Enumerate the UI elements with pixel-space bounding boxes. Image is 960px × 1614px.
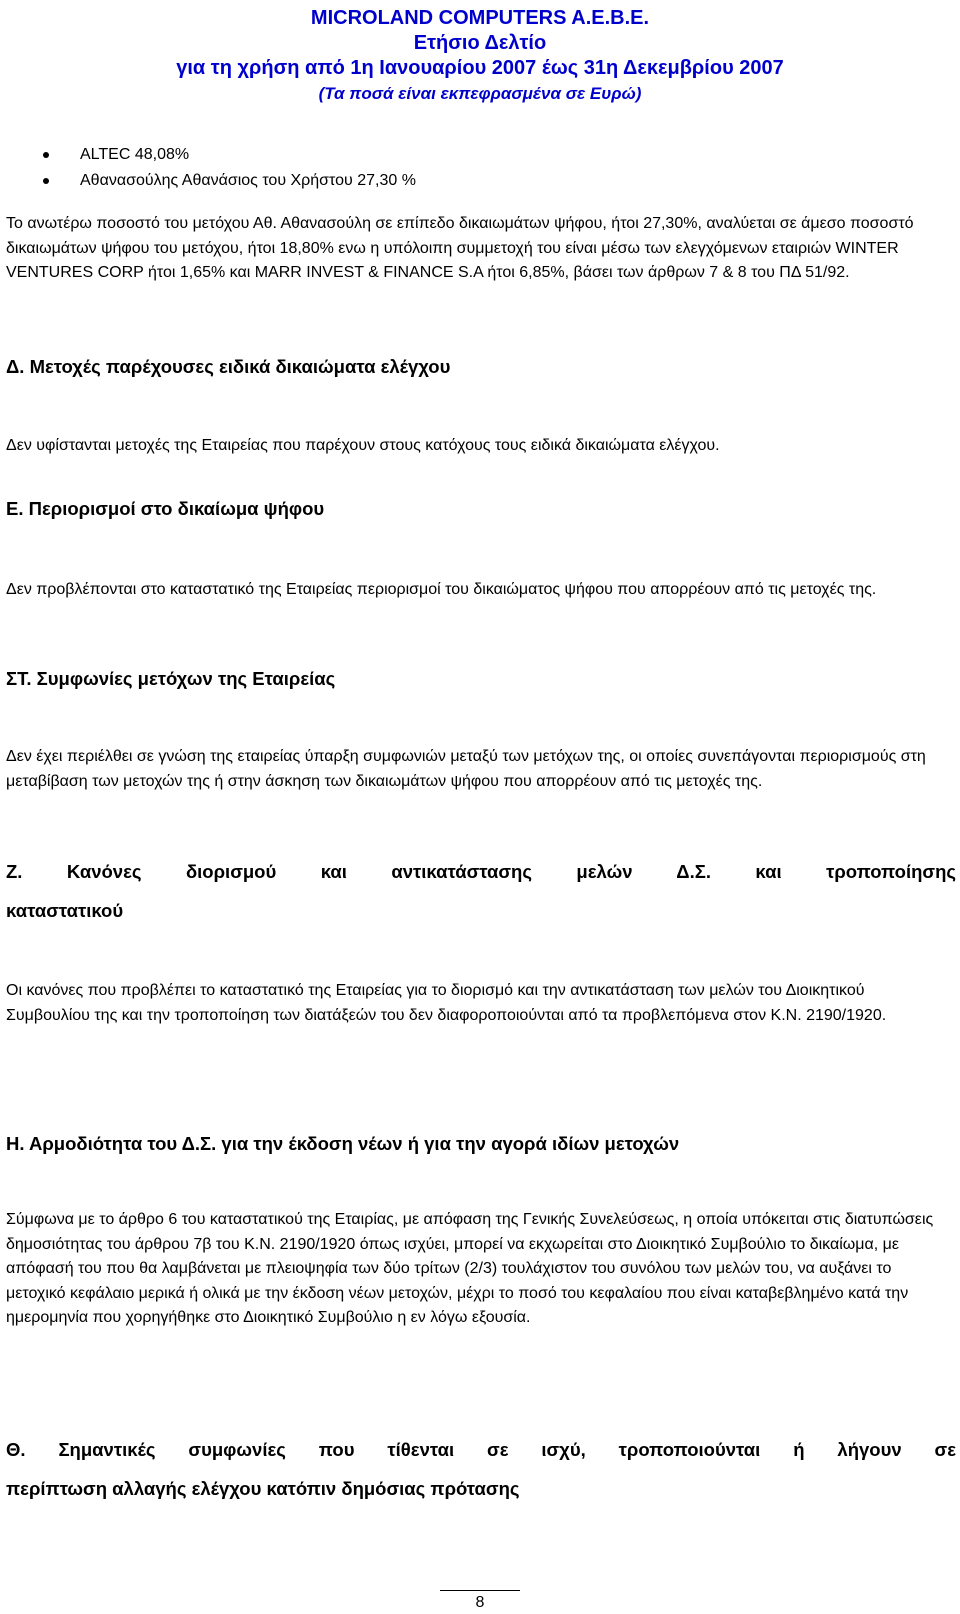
section-h-title: Η. Αρμοδιότητα του Δ.Σ. για την έκδοση νέων ή για την αγορά ιδίων μετοχών xyxy=(6,1133,680,1154)
intro-paragraph: Το ανωτέρω ποσοστό του μετόχου Αθ. Αθανασούλη σε επίπεδο δικαιωμάτων ψήφου, ήτοι 27,30%, αναλύεται σε άμεσο ποσοστό δικαιωμάτων ψήφου του μετόχου, ήτοι 18,80% ενω η υπόλοιπη συμμετοχή του είναι μέσω των ελεγχόμενων εταιριών WINTER VENTURES CORP ήτοι 1,65% και MARR INVEST & FINANCE S.A ήτοι 6,85%, βάσει των άρθρων 7 & 8 του ΠΔ 51/92. xyxy=(6,215,914,281)
section-d-title: Δ. Μετοχές παρέχουσες ειδικά δικαιώματα ελέγχου xyxy=(6,356,451,377)
section-st-title: ΣΤ. Συμφωνίες μετόχων της Εταιρείας xyxy=(6,668,336,689)
document-header xyxy=(0,6,960,106)
section-th-title xyxy=(6,1430,956,1508)
shareholder-entry: ALTEC 48,08% xyxy=(80,146,190,163)
shareholder-entry: Αθανασούλης Αθανάσιος του Χρήστου 27,30 % xyxy=(80,172,416,189)
bullet-icon xyxy=(43,178,49,184)
bullet-icon xyxy=(43,152,49,158)
section-e-body: Δεν προβλέπονται στο καταστατικό της Εταιρείας περιορισμοί του δικαιώματος ψήφου που απορρέουν από τις μετοχές της. xyxy=(6,581,877,598)
company-name: MICROLAND COMPUTERS A.E.B.E. xyxy=(310,7,650,29)
section-h-body: Σύμφωνα με το άρθρο 6 του καταστατικού της Εταιρίας, με απόφαση της Γενικής Συνελεύσεως, η οποία υπόκειται στις διατυπώσεις δημοσιότητας του άρθρου 7β του Κ.Ν. 2190/1920 όπως ισχύει, μπορεί να εκχωρείται στο Διοικητικό Συμβούλιο το δικαίωμα, με απόφασή του που θα λαμβάνεται με πλειοψηφία των δύο τρίτων (2/3) τουλάχιστον του συνόλου των μελών του, να αυξάνει το μετοχικό κεφάλαιο μερικά ή ολικά με την έκδοση νέων μετοχών, μέχρι το ποσό του κεφαλαίου που είναι καταβεβλημένο κατά την ημερομηνία που χορηγήθηκε στο Διοικητικό Συμβούλιο η εν λόγω εξουσία. xyxy=(6,1211,934,1326)
section-st-body: Δεν έχει περιέλθει σε γνώση της εταιρείας ύπαρξη συμφωνιών μεταξύ των μετόχων της, οι οποίες συνεπάγονται περιορισμούς στη μεταβίβαση των μετοχών της ή στην άσκηση των δικαιωμάτων ψήφου που απορρέουν από τις μετοχές της. xyxy=(6,748,926,790)
section-th-title-line1: Θ. Σημαντικές συμφωνίες που τίθενται σε ισχύ, τροποποιούνται ή λήγουν σε xyxy=(6,1439,956,1460)
section-d-body: Δεν υφίστανται μετοχές της Εταιρείας που παρέχουν στους κατόχους τους ειδικά δικαιώματα ελέγχου. xyxy=(6,437,720,454)
section-z-title-line1: Ζ. Κανόνες διορισμού και αντικατάστασης μελών Δ.Σ. και τροποποίησης xyxy=(6,861,956,882)
section-z-title-line2: καταστατικού xyxy=(6,900,124,921)
report-period: για τη χρήση από 1η Ιανουαρίου 2007 έως 31η Δεκεμβρίου 2007 xyxy=(176,57,784,79)
shareholder-list xyxy=(40,142,416,194)
section-z-title xyxy=(6,852,956,930)
page-number: 8 xyxy=(475,1594,485,1611)
list-item xyxy=(40,168,416,194)
list-item xyxy=(40,142,416,168)
report-type: Ετήσιο Δελτίο xyxy=(413,32,547,54)
footer-divider xyxy=(440,1590,520,1591)
section-e-title: Ε. Περιορισμοί στο δικαίωμα ψήφου xyxy=(6,498,325,519)
section-th-title-line2: περίπτωση αλλαγής ελέγχου κατόπιν δημόσιας πρότασης xyxy=(6,1478,520,1499)
currency-note: (Τα ποσά είναι εκπεφρασμένα σε Ευρώ) xyxy=(318,84,642,103)
section-z-body: Οι κανόνες που προβλέπει το καταστατικό της Εταιρείας για το διορισμό και την αντικατάσταση των μελών του Διοικητικού Συμβουλίου της και την τροποποίηση των διατάξεών του δεν διαφοροποιούνται από τα προβλεπόμενα στον Κ.Ν. 2190/1920. xyxy=(6,982,887,1024)
